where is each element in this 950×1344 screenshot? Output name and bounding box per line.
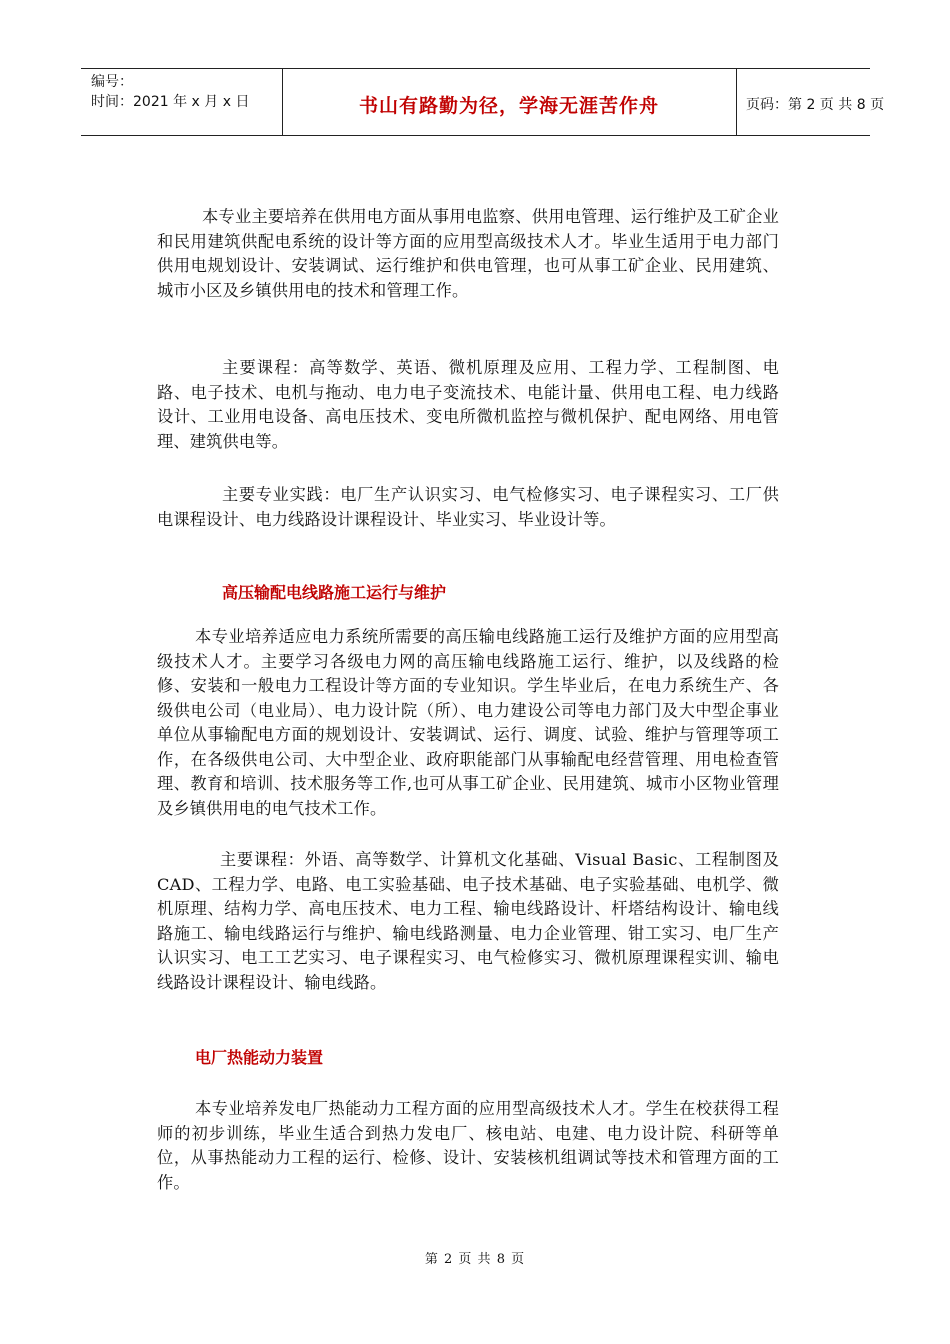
paragraph-supply-intro: 本专业主要培养在供用电方面从事用电监察、供用电管理、运行维护及工矿企业和民用建筑供配电系统的设计等方面的应用型高级技术人才。毕业生适用于电力部门供用电规划设计、安装调试、运行维护和供电管理，也可从事工矿企业、民用建筑、城市小区及乡镇供用电的技术和管理工作。 [157,207,779,300]
header-page-code: 页码：第 2 页 共 8 页 [746,97,885,113]
page-footer: 第 2 页 共 8 页 [424,1252,526,1267]
document-number-label: 编号： [91,74,133,90]
heading-thermal: 电厂热能动力装置 [195,1048,324,1067]
section-heading-transmission [222,580,844,603]
heading-transmission: 高压输配电线路施工运行与维护 [222,583,447,602]
section-supply-courses [157,356,779,454]
section-transmission-courses [157,848,779,995]
section-thermal-intro [157,1097,779,1195]
section-supply-intro [157,205,779,303]
paragraph-supply-courses: 主要课程：高等数学、英语、微机原理及应用、工程力学、工程制图、电路、电子技术、电机与拖动、电力电子变流技术、电能计量、供用电工程、电力线路设计、工业用电设备、高电压技术、变电所微机监控与微机保护、配电网络、用电管理、建筑供电等。 [157,358,779,451]
section-transmission-intro [157,625,779,821]
paragraph-thermal-intro: 本专业培养发电厂热能动力工程方面的应用型高级技术人才。学生在校获得工程师的初步训练，毕业生适合到热力发电厂、核电站、电建、电力设计院、科研等单位，从事热能动力工程的运行、检修、设计、安装核机组调试等技术和管理方面的工作。 [157,1099,779,1192]
paragraph-transmission-courses: 主要课程：外语、高等数学、计算机文化基础、Visual Basic、工程制图及CAD、工程力学、电路、电工实验基础、电子技术基础、电子实验基础、电机学、微机原理、结构力学、高电压技术、电力工程、输电线路设计、杆塔结构设计、输电线路施工、输电线路运行与维护、输电线路测量、电力企业管理、钳工实习、电厂生产认识实习、电工工艺实习、电子课程实习、电气检修实习、微机原理课程实训、输电线路设计课程设计、输电线路。 [157,850,779,992]
section-heading-thermal [195,1045,817,1068]
header-page-cell [736,69,885,135]
header-motto: 书山有路勤为径，学海无涯苦作舟 [358,95,659,117]
section-supply-practice [157,483,779,532]
paragraph-transmission-intro: 本专业培养适应电力系统所需要的高压输电线路施工运行及维护方面的应用型高级技术人才。主要学习各级电力网的高压输电线路施工运行、维护，以及线路的检修、安装和一般电力工程设计等方面的专业知识。学生毕业后，在电力系统生产、各级供电公司（电业局）、电力设计院（所）、电力建设公司等电力部门及大中型企事业单位从事输配电方面的规划设计、安装调试、运行、调度、试验、维护与管理等项工作，在各级供电公司、大中型企业、政府职能部门从事输配电经营管理、用电检查管理、教育和培训、技术服务等工作,也可从事工矿企业、民用建筑、城市小区物业管理及乡镇供用电的电气技术工作。 [157,627,779,818]
header-motto-cell [282,69,737,135]
header-table [81,68,885,136]
document-date-label: 时间：2021 年 x 月 x 日 [91,94,250,110]
header-meta-cell [81,69,283,135]
paragraph-supply-practice: 主要专业实践：电厂生产认识实习、电气检修实习、电子课程实习、工厂供电课程设计、电力线路设计课程设计、毕业实习、毕业设计等。 [157,485,779,529]
